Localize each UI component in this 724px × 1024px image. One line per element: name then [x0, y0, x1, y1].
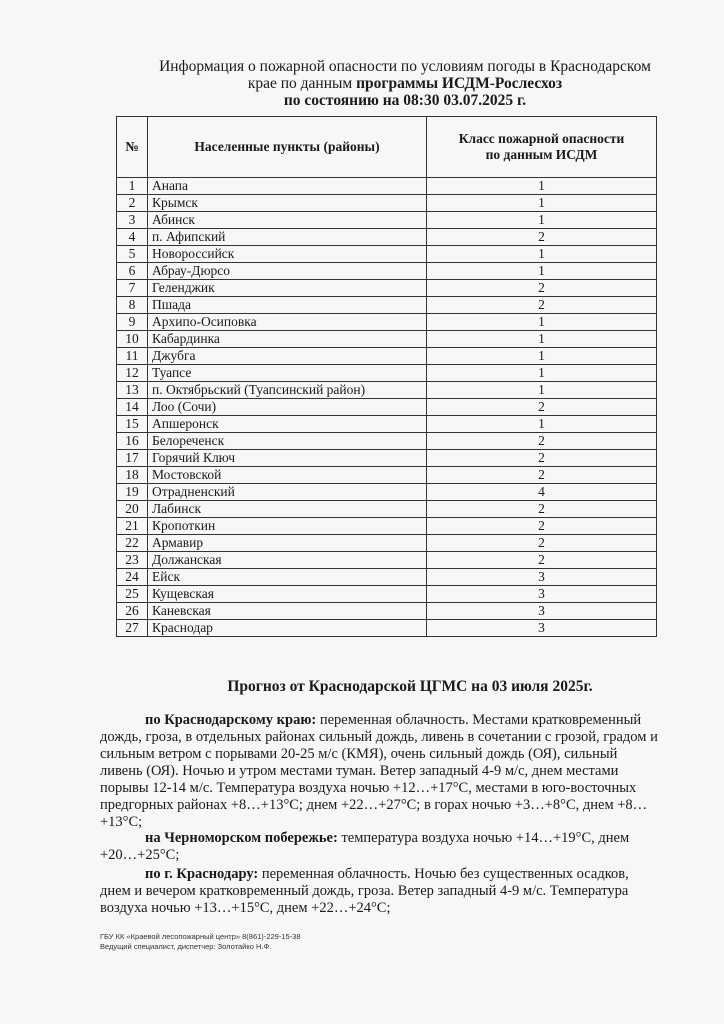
row-number: 12 [117, 365, 148, 382]
row-settlement: Должанская [148, 552, 427, 569]
row-settlement: п. Октябрьский (Туапсинский район) [148, 382, 427, 399]
row-class: 2 [427, 297, 657, 314]
row-settlement: Белореченск [148, 433, 427, 450]
title-line-2 [110, 75, 700, 92]
row-number: 3 [117, 212, 148, 229]
row-number: 27 [117, 620, 148, 637]
row-class: 1 [427, 382, 657, 399]
row-number: 2 [117, 195, 148, 212]
row-settlement: Туапсе [148, 365, 427, 382]
header-settlements: Населенные пункты (районы) [148, 117, 427, 178]
city-text: переменная облачность. Ночью без существенных осадков, днем и вечером кратковременный дождь, гроза. Ветер западный 4-9 м/с. Температура воздуха ночью +13…+15°С, днем +22…+24°С; [100, 866, 629, 916]
row-number: 19 [117, 484, 148, 501]
row-class: 3 [427, 620, 657, 637]
region-text: переменная облачность. Местами кратковременный дождь, гроза, в отдельных районах сильный дождь, ливень в сочетании с грозой, градом и сильным ветром с порывами 20-25 м/с (КМЯ), очень сильный дождь (ОЯ), сильный ливень (ОЯ). Ночью и утром местами туман. Ветер западный 4-9 м/с, днем местами порывы 12-14 м/с. Температура воздуха ночью +12…+17°С, местами в юго-восточных предгорных районах +8…+13°С; днем +22…+27°С; в горах ночью +3…+8°С, днем +8…+13°С; [100, 712, 658, 830]
row-number: 5 [117, 246, 148, 263]
row-class: 1 [427, 195, 657, 212]
document-title [110, 58, 700, 109]
table-row [117, 586, 657, 603]
row-class: 2 [427, 280, 657, 297]
table-row [117, 552, 657, 569]
forecast-coast [100, 830, 660, 864]
table-row [117, 246, 657, 263]
header-class [427, 117, 657, 178]
row-class: 1 [427, 178, 657, 195]
header-number: № [117, 117, 148, 178]
row-settlement: Пшада [148, 297, 427, 314]
row-class: 2 [427, 433, 657, 450]
row-number: 10 [117, 331, 148, 348]
row-number: 6 [117, 263, 148, 280]
row-class: 1 [427, 246, 657, 263]
row-class: 1 [427, 212, 657, 229]
row-settlement: Кабардинка [148, 331, 427, 348]
row-settlement: Отрадненский [148, 484, 427, 501]
row-settlement: Горячий Ключ [148, 450, 427, 467]
title-line-1: Информация о пожарной опасности по условиям погоды в Краснодарском [159, 58, 651, 75]
row-number: 20 [117, 501, 148, 518]
row-settlement: Новороссийск [148, 246, 427, 263]
row-number: 14 [117, 399, 148, 416]
row-class: 3 [427, 569, 657, 586]
row-class: 2 [427, 518, 657, 535]
table-row [117, 348, 657, 365]
table-row [117, 416, 657, 433]
row-settlement: Абрау-Дюрсо [148, 263, 427, 280]
table-row [117, 382, 657, 399]
footer-specialist: Ведущий специалист, диспетчер: Золотайко Н.Ф. [100, 942, 272, 951]
row-class: 3 [427, 603, 657, 620]
row-settlement: Лабинск [148, 501, 427, 518]
row-number: 13 [117, 382, 148, 399]
table-row [117, 229, 657, 246]
row-class: 3 [427, 586, 657, 603]
row-settlement: Каневская [148, 603, 427, 620]
row-settlement: Архипо-Осиповка [148, 314, 427, 331]
row-class: 2 [427, 535, 657, 552]
row-number: 18 [117, 467, 148, 484]
row-class: 1 [427, 348, 657, 365]
row-settlement: Анапа [148, 178, 427, 195]
city-label: по г. Краснодару: [145, 866, 259, 882]
table-row [117, 314, 657, 331]
table-row [117, 450, 657, 467]
row-class: 1 [427, 365, 657, 382]
row-settlement: Ейск [148, 569, 427, 586]
forecast-city [100, 866, 660, 917]
row-settlement: Мостовской [148, 467, 427, 484]
header-class-line-2: по данным ИСДМ [485, 147, 598, 162]
row-settlement: Кущевская [148, 586, 427, 603]
table-row [117, 433, 657, 450]
row-number: 7 [117, 280, 148, 297]
row-class: 1 [427, 331, 657, 348]
forecast-region [100, 712, 660, 831]
title-line-2-plain: крае по данным [247, 75, 357, 92]
row-number: 25 [117, 586, 148, 603]
row-settlement: Апшеронск [148, 416, 427, 433]
table-row [117, 501, 657, 518]
table-row [117, 365, 657, 382]
row-settlement: п. Афипский [148, 229, 427, 246]
table-row [117, 331, 657, 348]
forecast-title: Прогноз от Краснодарской ЦГМС на 03 июля 2025г. [227, 678, 593, 695]
table-row [117, 518, 657, 535]
row-number: 26 [117, 603, 148, 620]
row-class: 2 [427, 467, 657, 484]
table-row [117, 263, 657, 280]
footer-organization: ГБУ КК «Краевой лесопожарный центр» 8(861)-229-15-38 [100, 932, 301, 941]
row-settlement: Абинск [148, 212, 427, 229]
table-row [117, 297, 657, 314]
row-class: 2 [427, 501, 657, 518]
table-row [117, 280, 657, 297]
table-row [117, 535, 657, 552]
title-line-3 [110, 92, 700, 109]
row-number: 23 [117, 552, 148, 569]
row-class: 4 [427, 484, 657, 501]
row-settlement: Джубга [148, 348, 427, 365]
fire-danger-table [116, 116, 657, 637]
table-row [117, 195, 657, 212]
table-row [117, 484, 657, 501]
region-label: по Краснодарскому краю: [145, 712, 317, 728]
table-row [117, 467, 657, 484]
coast-label: на Черноморском побережье: [145, 830, 338, 846]
header-class-line-1: Класс пожарной опасности [458, 131, 625, 146]
row-class: 2 [427, 399, 657, 416]
table-row [117, 399, 657, 416]
row-class: 2 [427, 229, 657, 246]
table-row [117, 178, 657, 195]
footer [100, 932, 500, 952]
row-number: 24 [117, 569, 148, 586]
row-number: 11 [117, 348, 148, 365]
row-number: 1 [117, 178, 148, 195]
coast-text: температура воздуха ночью +14…+19°С, днем +20…+25°С; [100, 830, 630, 863]
row-number: 15 [117, 416, 148, 433]
table-row [117, 620, 657, 637]
row-settlement: Краснодар [148, 620, 427, 637]
row-settlement: Крымск [148, 195, 427, 212]
row-class: 2 [427, 552, 657, 569]
row-class: 1 [427, 416, 657, 433]
row-number: 21 [117, 518, 148, 535]
row-settlement: Лоо (Сочи) [148, 399, 427, 416]
row-number: 8 [117, 297, 148, 314]
table-header-row [117, 117, 657, 178]
row-number: 4 [117, 229, 148, 246]
title-date: по состоянию на 08:30 03.07.2025 г. [283, 92, 527, 109]
row-settlement: Кропоткин [148, 518, 427, 535]
row-class: 2 [427, 450, 657, 467]
row-settlement: Армавир [148, 535, 427, 552]
row-number: 16 [117, 433, 148, 450]
table-row [117, 569, 657, 586]
table-row [117, 212, 657, 229]
row-number: 22 [117, 535, 148, 552]
row-class: 1 [427, 314, 657, 331]
row-number: 9 [117, 314, 148, 331]
table-row [117, 603, 657, 620]
row-number: 17 [117, 450, 148, 467]
row-class: 1 [427, 263, 657, 280]
row-settlement: Геленджик [148, 280, 427, 297]
title-line-2-bold: программы ИСДМ-Рослесхоз [356, 75, 563, 92]
